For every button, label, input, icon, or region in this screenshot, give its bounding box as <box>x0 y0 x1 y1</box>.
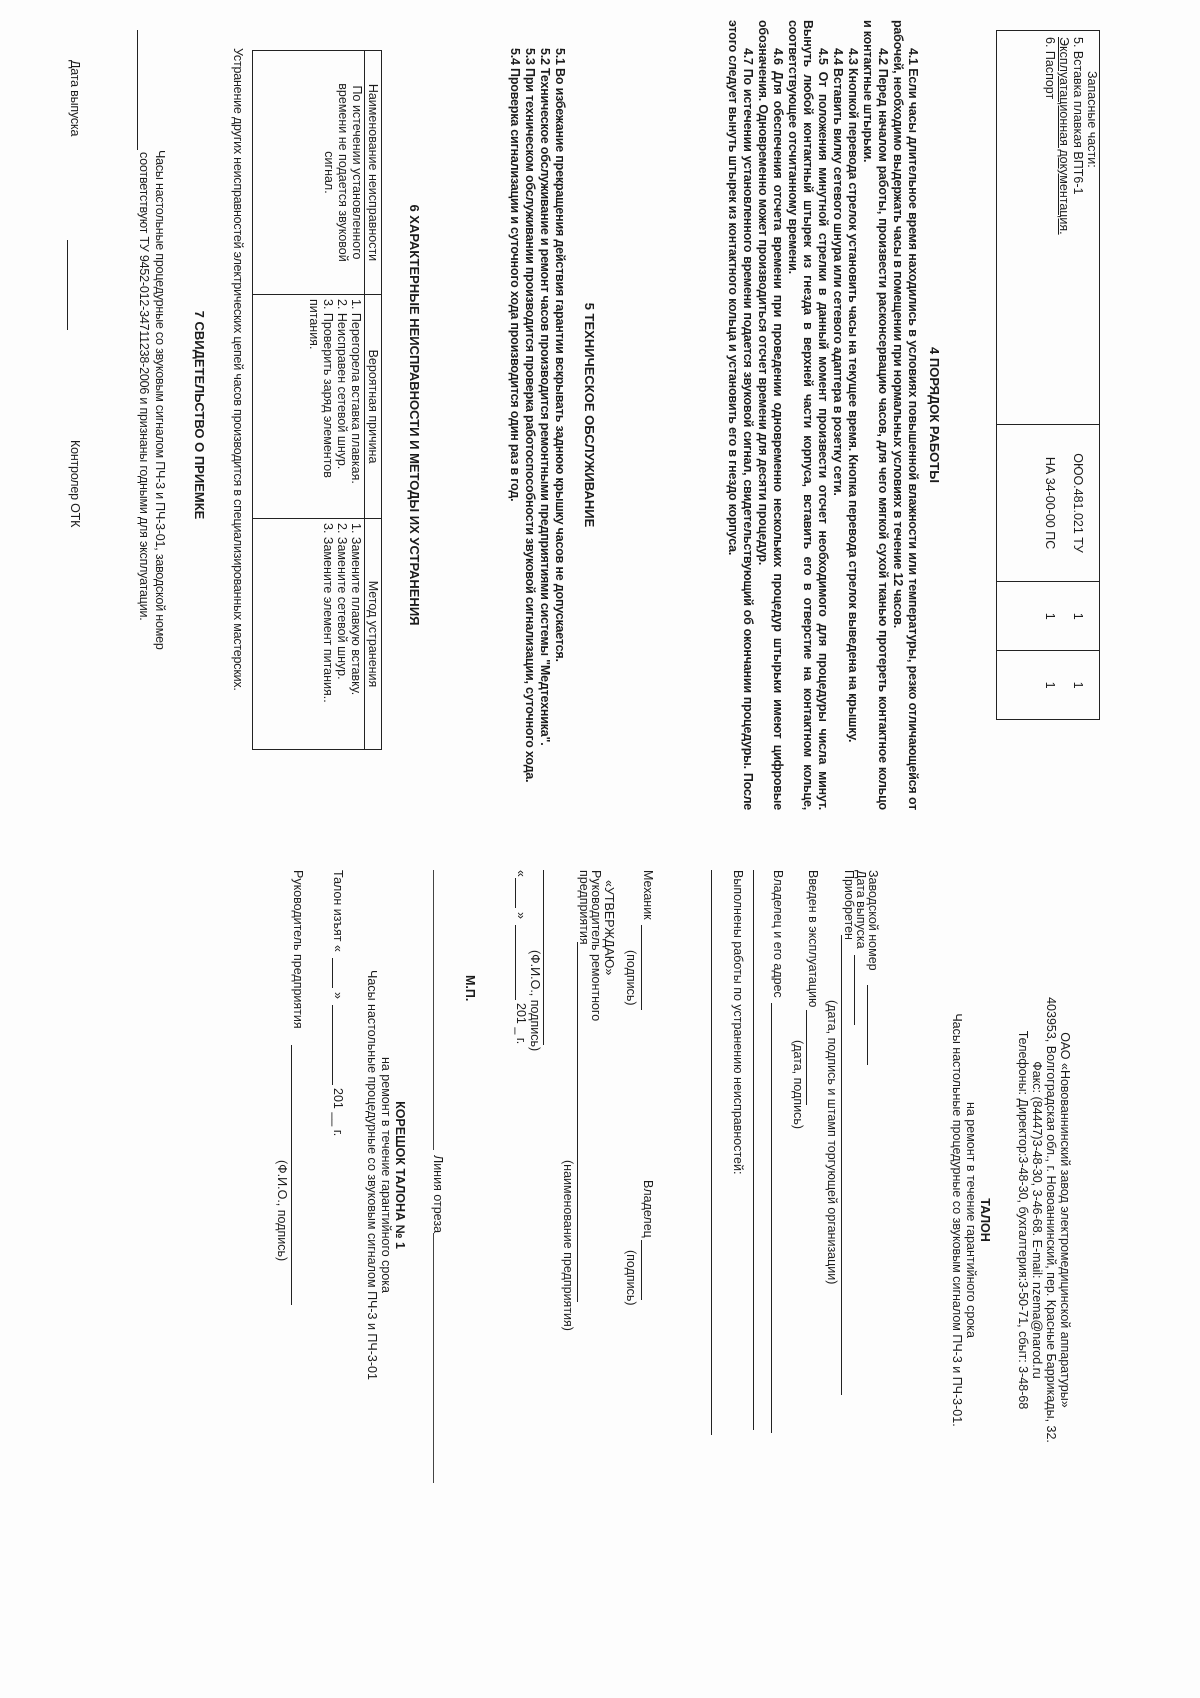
parts-code <box>1057 424 1071 582</box>
paragraph: 5.3 При техническом обслуживании производится проверка работоспособности звуковой сигнализации, суточного хода. <box>523 48 537 783</box>
paragraph: 5.4 Проверка сигнализации и суточного хода производится один раз в год. <box>508 48 522 502</box>
talon-title: ТАЛОН <box>978 1198 992 1242</box>
serial-label: Заводской номер <box>866 870 880 971</box>
talon-heading <box>950 870 992 1570</box>
parts-qty <box>1085 651 1100 720</box>
stub-day-line <box>332 958 333 988</box>
talon-product: Часы настольные процедурные со звуковым сигналом ПЧ-3 и ПЧ-3-01. <box>950 1013 964 1427</box>
paragraph: 4.7 По истечении установленного времени подается звуковой сигнал, свидетельствующий об окончании процедуры. После этого следует вынуть штырек из контактного кольца и установить его в гнездо корпуса. <box>726 20 755 810</box>
stub-taken-label: Талон изъят « <box>331 870 345 952</box>
head-fio-line <box>543 870 544 1045</box>
works-label: Выполнены работы по устранению неисправностей: <box>731 870 745 1175</box>
parts-qty: 1 <box>997 651 1057 720</box>
section-4-body <box>725 20 920 810</box>
parts-name: 5. Вставка плавкая ВПТ6-1 <box>1071 31 1085 425</box>
commissioned-label: Введен в эксплуатацию <box>806 870 820 1008</box>
purchased-line <box>841 935 842 1395</box>
issue-date-label: Дата выпуска <box>854 870 868 949</box>
mechanic-label: Механик <box>641 870 655 920</box>
parts-qty: 1 <box>997 582 1057 651</box>
table-row <box>997 31 1057 720</box>
cut-line-label: Линия отреза <box>431 1155 445 1234</box>
paragraph: 4.2 Перед началом работы, произвести расконсервацию часов, для чего мягкой сухой тканью протереть контактное кольцо и контактные штырьки. <box>861 20 890 810</box>
mechanic-signature-hint: (подпись) <box>624 950 638 1006</box>
column-header: Вероятная причина <box>365 295 382 519</box>
stub-head-label: Руководитель предприятия <box>291 870 305 1029</box>
enterprise-line <box>577 942 578 1302</box>
table-row <box>1085 31 1100 720</box>
mechanic-signature-line <box>641 925 642 1010</box>
owner-address-line <box>771 1003 772 1433</box>
stub-taken-mid: » <box>331 992 345 999</box>
approve-day-line <box>515 878 516 908</box>
parts-table <box>997 30 1101 720</box>
approve-date-open: « <box>514 870 528 877</box>
approve-month-line <box>515 925 516 1000</box>
serial-line <box>867 985 868 1065</box>
stub-head-line <box>291 1045 292 1305</box>
table-row <box>1057 31 1071 720</box>
parts-qty: 1 <box>1071 651 1085 720</box>
approve-date-year: 201 _ г. <box>514 1003 528 1045</box>
section-5-title: 5 ТЕХНИЧЕСКОЕ ОБСЛУЖИВАНИЕ <box>582 302 597 528</box>
column-header: Метод устранения <box>365 519 382 750</box>
issue-date-line <box>854 955 855 1025</box>
serial-number-line <box>137 30 138 150</box>
table-row <box>253 51 365 750</box>
cut-line-left <box>433 870 434 1150</box>
company-phones: Телефоны: Директор:3-48-30, бухгалтерия:3-50-71, сбыт: 3-48-68 <box>1016 1030 1030 1410</box>
company-name: ОАО «Новованнинский завод электромедицинской аппаратуры» <box>1058 1032 1072 1408</box>
fault-cause: 1. Перегорела вставка плавкая. 2. Неисправен сетевой шнур. 3. Проверить заряд элементов питания. <box>253 295 365 519</box>
parts-name: Эксплуатационная документация. <box>1057 31 1071 425</box>
stub-subtitle: на ремонт в течение гарантийного срока <box>379 1056 393 1294</box>
parts-code: НА 34-00-00 ПС <box>997 424 1057 582</box>
purchased-hint: (дата, подпись и штамп торгующей организации) <box>825 1000 839 1285</box>
owner-signature-line <box>641 1240 642 1300</box>
parts-qty <box>1085 582 1100 651</box>
talon-subtitle: на ремонт в течение гарантийного срока <box>964 1101 978 1339</box>
paragraph: 4.1 Если часы длительное время находились в условиях повышенной влажности или температуры, резко отличающейся от рабочей, необходимо выдержать часы в помещении при нормальных условиях в течение 12 часов. <box>891 20 920 810</box>
owner-label: Владелец <box>641 1180 655 1238</box>
enterprise-hint: (наименование предприятия) <box>561 1160 575 1331</box>
company-address: 403953, Волгоградская обл., г. Новоаннинский, пер. Красные Баррикады, 32. <box>1044 997 1058 1443</box>
section-4-title: 4 ПОРЯДОК РАБОТЫ <box>927 347 942 483</box>
column-header: Наименование неисправности <box>365 51 382 295</box>
owner-signature-hint: (подпись) <box>624 1250 638 1306</box>
paragraph: 4.5 От положения минутной стрелки в данный момент произвести отсчет необходимого для процедуры числа минут. Вынуть любой контактный штырек из гнезда в верхней части корпуса, вставить его в отверстие на контактном кольце, соответствующее отсчитанному времени. <box>786 20 830 810</box>
paragraph: 4.6 Для обеспечения отсчета времени при проведении одновременно нескольких процедур штырьки имеют цифровые обозначения. Одновременно может производиться отсчет времени для десяти процедур. <box>756 20 785 810</box>
section-6-title: 6 ХАРАКТЕРНЫЕ НЕИСПРАВНОСТИ И МЕТОДЫ ИХ УСТРАНЕНИЯ <box>407 204 422 626</box>
certification-text-2: соответствуют ТУ 9452-012-34711238-2006 и признаны годными для эксплуатации. <box>137 152 151 621</box>
stub-heading <box>365 870 407 1480</box>
approve-label: «УТВЕРЖДАЮ» <box>602 880 616 976</box>
parts-code <box>1085 424 1100 582</box>
commissioned-hint: (дата, подпись) <box>791 1040 805 1130</box>
release-date-line <box>67 240 68 330</box>
fault-remedy: 1. Замените плавкую вставку. 2. Замените сетевой шнур. 3. Замените элемент питания.. <box>253 519 365 750</box>
parts-code: ОЮО.481.021 ТУ <box>1071 424 1085 582</box>
company-fax: Факс: (84447)3-48-30, 3-46-68. E-mail: nzema@narod.ru <box>1030 1061 1044 1379</box>
approve-date-mid: » <box>514 912 528 919</box>
paragraph: 5.2 Техническое обслуживание и ремонт часов производится ремонтными предприятиями системы "Медтехника". <box>538 48 552 746</box>
stamp-label: М.П. <box>463 975 477 1002</box>
parts-qty: 1 <box>1071 582 1085 651</box>
parts-name: Запасные части: <box>1085 31 1100 425</box>
otk-controller-label: Контролер ОТК <box>68 440 82 528</box>
head-fio-hint: (Ф.И.О., подпись) <box>528 950 542 1052</box>
purchased-label: Приобретен <box>842 870 856 940</box>
section-7-title: 7 СВИДЕТЕЛЬСТВО О ПРИЕМКЕ <box>192 310 207 520</box>
stub-taken-year: 201 __ г. <box>331 1088 345 1137</box>
parts-qty <box>1057 651 1071 720</box>
owner-address-label: Владелец и его адрес <box>771 870 785 998</box>
head-label-1: Руководитель ремонтного <box>589 870 603 1022</box>
head-label-2: предприятия <box>577 870 591 945</box>
manufacturer-header <box>1016 870 1072 1570</box>
paragraph: 4.4 Вставить вилку сетевого шнура или сетевого адаптера в розетку сети. <box>831 48 845 496</box>
certification-text-1: Часы настольные процедурные со звуковым сигналом ПЧ-3 и ПЧ-3-01, заводской номер <box>153 150 167 650</box>
release-date-label: Дата выпуска <box>68 60 82 137</box>
parts-name: 6. Паспорт <box>997 31 1057 425</box>
fault-name: По истечении установленного времени не подается звуковой сигнал. <box>253 51 365 295</box>
table-header-row <box>365 51 382 750</box>
paragraph: 5.1 Во избежание прекращения действия гарантии вскрывать заднюю крышку часов не допускается. <box>553 48 567 662</box>
parts-qty <box>1057 582 1071 651</box>
stub-fio-hint: (Ф.И.О., подпись) <box>275 1160 289 1262</box>
stub-product: Часы настольные процедурные со звуковым сигналом ПЧ-3 и ПЧ-3-01 <box>365 970 379 1380</box>
works-line <box>711 870 712 1435</box>
cut-line-right <box>433 1233 434 1483</box>
stub-month-line <box>332 1005 333 1085</box>
faults-table <box>252 50 382 750</box>
commissioned-line <box>806 1010 807 1105</box>
section-6-note: Устранение других неисправностей электрических цепей часов производится в специализированных мастерских. <box>231 48 245 691</box>
stub-title: КОРЕШОК ТАЛОНА № 1 <box>393 1101 407 1249</box>
paragraph: 4.3 Кнопкой перевода стрелок установить часы на текущее время. Кнопка перевода стрелок выведена на крышку. <box>846 48 860 743</box>
owner-address-line-2 <box>753 870 754 1430</box>
table-row <box>1071 31 1085 720</box>
section-5-body <box>507 20 567 810</box>
